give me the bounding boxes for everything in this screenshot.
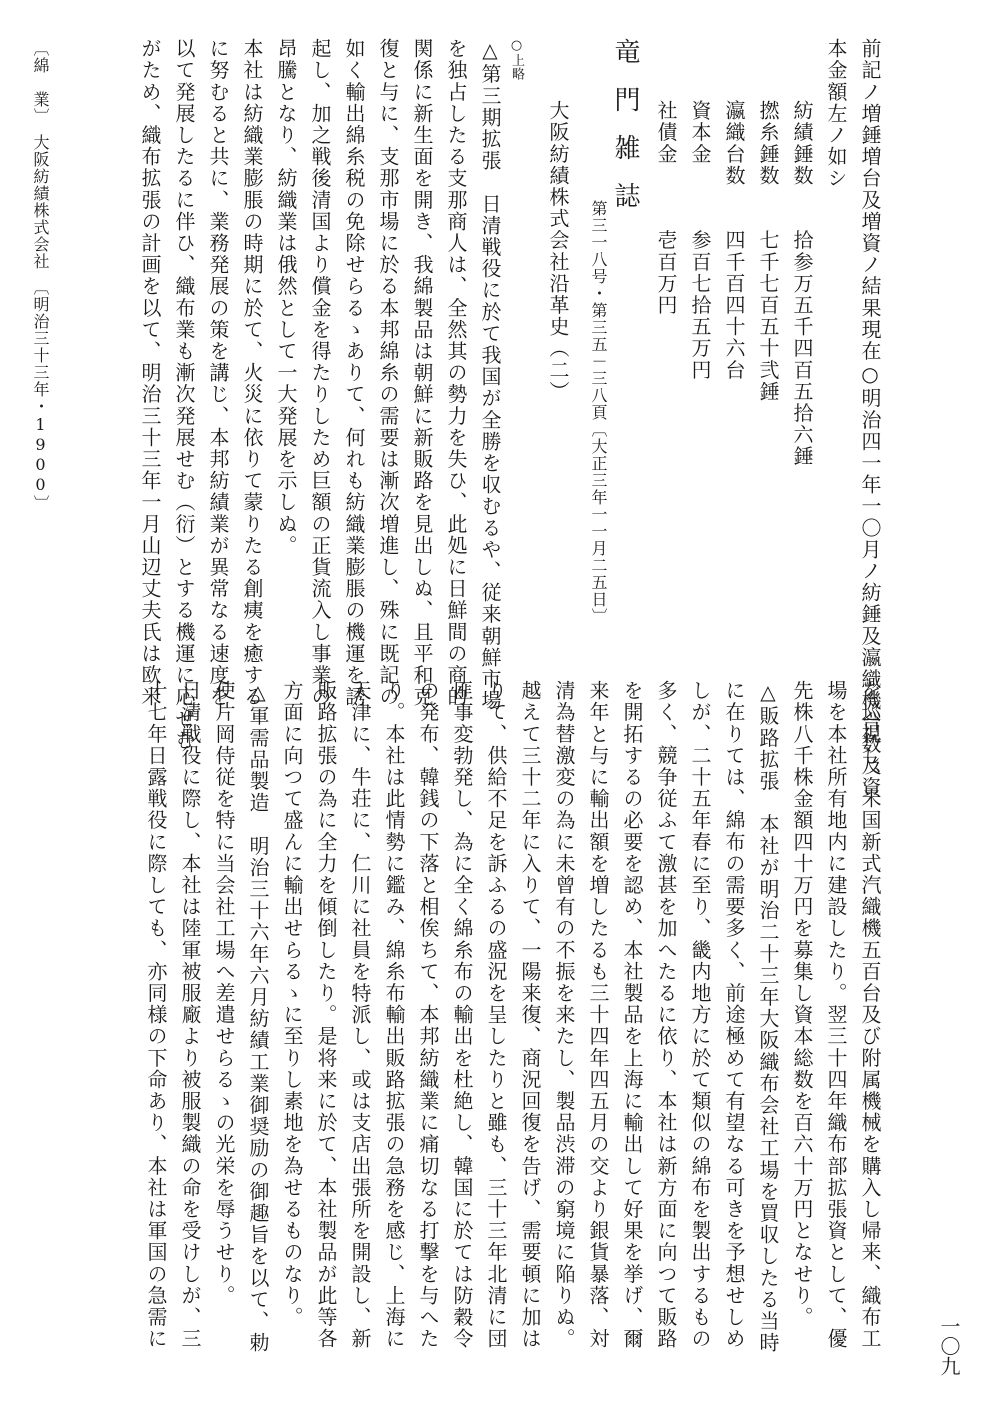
text-column: 紡績錘数 拾参万五千四百五拾六錘	[790, 100, 814, 468]
text-column: 本社は紡織業膨脹の時期に於て、火災に依りて蒙りたる創痍を癒する	[240, 38, 264, 708]
text-column: 先株八千株金額四十万円を募集し資本総数を百六十万円となせり。	[790, 680, 814, 1328]
source-title: 竜門雑誌	[610, 38, 640, 230]
text-column: 天津に、牛荘に、仁川に社員を特派し、或は支店出張所を開設し、新	[348, 680, 372, 1350]
text-column: 前記ノ増錘増台及増資ノ結果現在○明治四一年一〇月ノ紡錘及瀛織機台数及資	[858, 38, 882, 798]
text-column: 資本金 参百七拾五万円	[688, 100, 712, 381]
text-column: り。本社は此情勢に鑑み、綿糸布輸出販路拡張の急務を感じ、上海に	[382, 680, 406, 1350]
text-column: 社債金 壱百万円	[654, 100, 678, 316]
omission-note: ○上略	[509, 38, 524, 81]
text-column: △軍需品製造 明治三十六年六月紡績工業御奨励の御趣旨を以て、勅	[246, 680, 270, 1354]
text-column: を開拓するの必要を認め、本社製品を上海に輸出して好果を挙げ、爾	[620, 680, 644, 1350]
text-column: 清為替激変の為に未曾有の不振を来たし、製品渋滞の窮境に陥りぬ。	[552, 680, 576, 1350]
text-column: 昂騰となり、紡織業は俄然として一大発展を示しぬ。	[274, 38, 298, 557]
text-column: 販路拡張の為に全力を傾倒したり。是将来に於て、本社製品が此等各	[314, 680, 338, 1350]
text-column: 瀛織台数 四千百四十六台	[722, 100, 746, 381]
text-column: 本金額左ノ如シ	[824, 38, 848, 190]
text-column: 起し、加之戦後清国より償金を得たりしため巨額の正貨流入し事業の	[308, 38, 332, 708]
text-column: りて、供給不足を訴ふるの盛況を呈したりと雖も、三十三年北清に団	[484, 680, 508, 1350]
text-column: を独占したる支那商人は、全然其の勢力を失ひ、此処に日鮮間の商的	[444, 38, 468, 708]
source-citation: 第三一八号・第三五－三八頁〔大正三年一一月二五日〕	[589, 200, 608, 625]
text-column: 関係に新生面を開き、我綿製品は朝鮮に新販路を見出しぬ、且平和克	[410, 38, 434, 708]
text-column: しが、二十五年春に至り、畿内地方に於て類似の綿布を製出するもの	[688, 680, 712, 1350]
text-column: がため、織布拡張の計画を以て、明治三十三年一月山辺丈夫氏は欧米	[138, 38, 162, 708]
text-column: △第三期拡張 日清戦役に於て我国が全勝を収むるや、従来朝鮮市場	[478, 38, 502, 712]
text-column: 多く、競争従ふて激甚を加へたるに依り、本社は新方面に向つて販路	[654, 680, 678, 1350]
text-column: 十七年日露戦役に際しても、亦同様の下命あり、本社は軍国の急需に	[144, 680, 168, 1350]
text-column: の発布、韓銭の下落と相俟ちて、本邦紡織業に痛切なる打撃を与へた	[416, 680, 440, 1350]
text-column: 方面に向つて盛んに輸出せらるゝに至りし素地を為せるものなり。	[280, 680, 304, 1328]
text-column: 如く輸出綿糸税の免除せらるゝありて、何れも紡織業膨脹の機運を誘	[342, 38, 366, 708]
text-column: 撚糸錘数 七千七百五十弐錘	[756, 100, 780, 403]
text-column: 使片岡侍従を特に当会社工場へ差遣せらるゝの光栄を辱うせり。	[212, 680, 236, 1307]
running-footer: 〔綿 業〕 大阪紡績株式会社 〔明治三十三年・1900〕	[31, 40, 50, 512]
text-column: に在りては、綿布の需要多く、前途極めて有望なる可きを予想せしめ	[722, 680, 746, 1350]
page-number: 一〇九	[937, 1316, 961, 1376]
text-column: △販路拡張 本社が明治二十三年大阪織布会社工場を買収したる当時	[756, 680, 780, 1354]
text-column: 復と与に、支那市場に於る本邦綿糸の需要は漸次増進し、殊に既記の	[376, 38, 400, 708]
text-column: に努むると共に、業務発展の策を講じ、本邦紡績業が異常なる速度を	[206, 38, 230, 708]
text-column: 越えて三十二年に入りて、一陽来復、商況回復を告げ、需要頓に加は	[518, 680, 542, 1350]
text-column: 場を本社所有地内に建設したり。翌三十四年織布部拡張資として、優	[824, 680, 848, 1350]
text-column: 日清戦役に際し、本社は陸軍被服廠より被服製織の命を受けしが、三	[178, 680, 202, 1350]
text-column: 以て発展したるに伴ひ、織布業も漸次発展せむ（衍）とする機運に応ぜむ	[172, 38, 196, 751]
text-column: 来年と与に輸出額を増したるも三十四年四五月の交より銀貨暴落、対	[586, 680, 610, 1350]
text-column: 匪事変勃発し、為に全く綿糸布の輸出を杜絶し、韓国に於ては防穀令	[450, 680, 474, 1350]
article-title: 大阪紡績株式会社沿革史（二）	[546, 100, 570, 403]
text-column: を巡視し、米国新式汽織機五百台及び附属機械を購入し帰来、織布工	[858, 680, 882, 1350]
